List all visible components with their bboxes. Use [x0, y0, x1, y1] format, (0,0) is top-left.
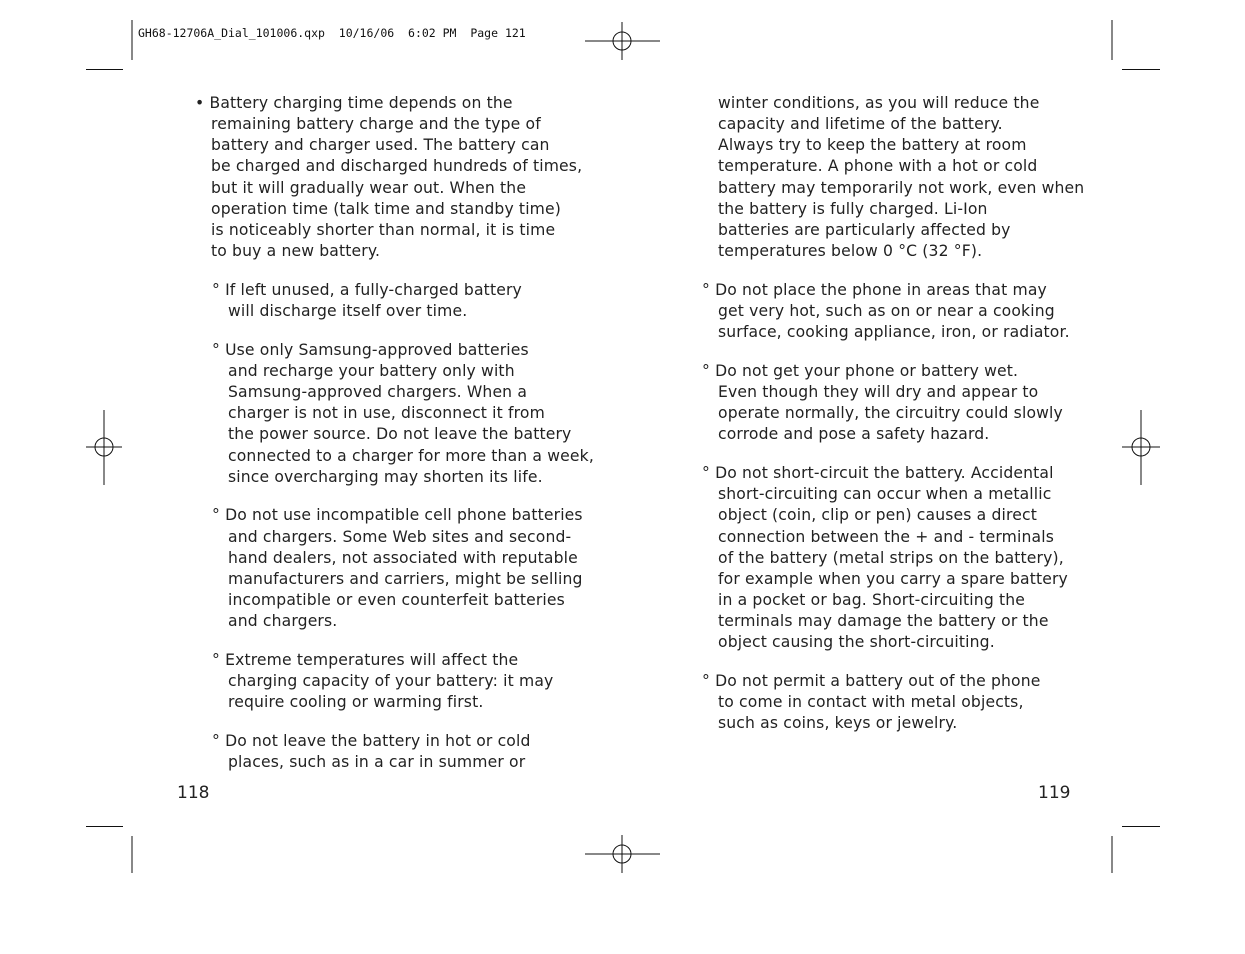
page-number-right: 119	[1038, 783, 1071, 803]
list-item: ° If left unused, a fully-charged battery will discharge itself over time.	[212, 280, 522, 320]
degree-marker: °	[212, 506, 220, 525]
page-number-left: 118	[177, 783, 210, 803]
list-item: ° Use only Samsung-approved batteries and recharge your battery only with Samsung-approved chargers. When a charger is not in use, disconnect it from the power source. Do not leave the battery connected to a charger for more than a week, since overcharging may shorten its life.	[212, 340, 594, 486]
right-page	[702, 93, 1085, 735]
list-item: ° Do not permit a battery out of the phone to come in contact with metal objects, such as coins, keys or jewelry.	[702, 672, 1041, 733]
degree-marker: °	[702, 361, 710, 380]
list-item: ° Do not leave the battery in hot or cold places, such as in a car in summer or	[212, 732, 531, 772]
list-item: ° Extreme temperatures will affect the charging capacity of your battery: it may require cooling or warming first.	[212, 650, 554, 712]
degree-marker: °	[212, 650, 220, 669]
degree-marker: °	[212, 280, 220, 299]
list-item: ° Do not get your phone or battery wet. Even though they will dry and appear to operate normally, the circuitry could slowly corrode and pose a safety hazard.	[702, 361, 1063, 444]
degree-marker: °	[702, 672, 710, 691]
left-page	[195, 93, 594, 773]
registration-mark-top	[585, 22, 660, 60]
registration-mark-right	[1122, 410, 1160, 485]
registration-mark-bottom	[585, 835, 660, 873]
degree-marker: °	[702, 464, 710, 483]
list-item: ° Do not use incompatible cell phone batteries and chargers. Some Web sites and second- hand dealers, not associated with reputable manufacturers and carriers, might be selling incompatible or even counterfeit batteries and chargers.	[212, 506, 583, 631]
registration-mark-left	[86, 410, 122, 485]
degree-marker: °	[212, 732, 220, 751]
list-item: ° Do not place the phone in areas that may get very hot, such as on or near a cooking surface, cooking appliance, iron, or radiator.	[702, 280, 1070, 342]
degree-marker: °	[212, 340, 220, 359]
continued-paragraph: winter conditions, as you will reduce the capacity and lifetime of the battery. Always try to keep the battery at room temperature. A phone with a hot or cold battery may temporarily not work, even when the battery is fully charged. Li-Ion batteries are particularly affected by temperatures below 0 °C (32 °F).	[718, 94, 1085, 261]
bullet-marker: •	[195, 94, 205, 112]
battery-charging-bullet: • Battery charging time depends on the remaining battery charge and the type of battery and charger used. The battery can be charged and discharged hundreds of times, but it will gradually wear out. When the operation time (talk time and standby time) is noticeably shorter than normal, it is time to buy a new battery.	[195, 94, 583, 261]
list-item: ° Do not short-circuit the battery. Accidental short-circuiting can occur when a metallic object (coin, clip or pen) causes a direct connection between the + and - terminals of the battery (metal strips on the battery), for example when you carry a spare battery in a pocket or bag. Short-circuiting the terminals may damage the battery or the object causing the short-circuiting.	[702, 464, 1068, 652]
degree-marker: °	[702, 280, 710, 299]
print-slug-line: GH68-12706A_Dial_101006.qxp 10/16/06 6:02 PM Page 121	[138, 26, 526, 40]
